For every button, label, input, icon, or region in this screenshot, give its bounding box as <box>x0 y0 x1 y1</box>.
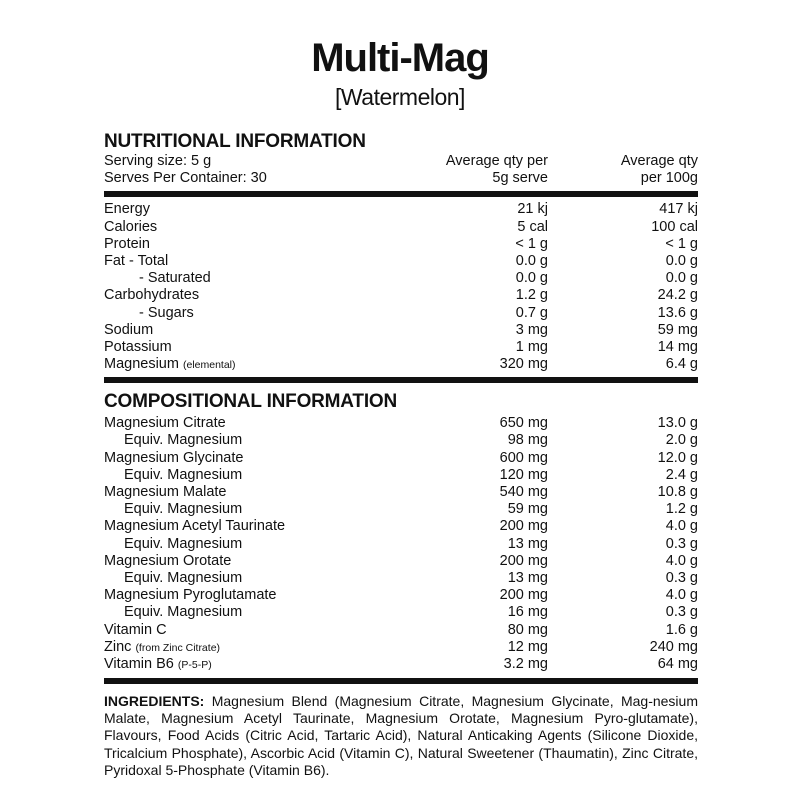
row-per-serve: 320 mg <box>499 356 548 373</box>
row-label-cell <box>104 432 368 449</box>
row-per-serve: 1 mg <box>515 338 548 355</box>
row-per-serve: 650 mg <box>499 415 548 432</box>
row-per-serve: 200 mg <box>499 587 548 604</box>
row-per-serve: 16 mg <box>507 604 548 621</box>
row-per-100g: 0.0 g <box>665 252 698 269</box>
row-per-serve: 540 mg <box>499 484 548 500</box>
row-per-100g: < 1 g <box>665 235 698 252</box>
row-per-serve: 13 mg <box>507 535 548 552</box>
row-per-serve: 0.0 g <box>515 252 548 269</box>
row-label: Equiv. Magnesium <box>124 466 243 483</box>
product-flavour: [Watermelon] <box>335 84 465 110</box>
serving-size: Serving size: 5 g <box>104 153 212 169</box>
row-per-100g: 0.3 g <box>665 604 698 621</box>
row-label: Equiv. Magnesium <box>124 604 243 621</box>
row-per-100g: 0.0 g <box>665 270 698 287</box>
table-row <box>104 501 698 518</box>
table-row <box>104 518 698 535</box>
row-label: Magnesium Citrate <box>104 415 226 432</box>
row-label-cell <box>104 201 368 218</box>
table-row <box>104 415 698 432</box>
row-label: Energy <box>104 201 150 218</box>
table-row <box>104 450 698 467</box>
row-label-cell <box>104 356 368 374</box>
row-per-100g: 0.3 g <box>665 535 698 552</box>
row-per-serve: 600 mg <box>499 449 548 466</box>
row-label: Magnesium Pyroglutamate <box>104 587 277 604</box>
serving-header-row-2 <box>104 170 698 187</box>
composition-heading: COMPOSITIONAL INFORMATION <box>104 391 398 413</box>
row-per-100g: 12.0 g <box>657 449 698 466</box>
row-label-cell <box>104 501 368 518</box>
row-note: (elemental) <box>182 359 236 372</box>
row-label: Vitamin C <box>104 621 167 638</box>
row-label: Protein <box>104 235 150 252</box>
row-label: Zinc <box>104 638 132 655</box>
row-label: Sodium <box>104 321 154 338</box>
nutrition-heading: NUTRITIONAL INFORMATION <box>104 131 366 152</box>
table-row <box>104 356 698 373</box>
row-label-cell <box>104 570 368 587</box>
row-per-serve: 1.2 g <box>515 287 548 304</box>
row-per-serve: 0.7 g <box>515 304 548 321</box>
row-per-serve: 80 mg <box>507 621 548 638</box>
row-per-serve: 3 mg <box>515 321 548 338</box>
ingredients-block <box>104 693 698 779</box>
table-row <box>104 201 698 218</box>
row-label-cell <box>104 322 368 339</box>
row-per-100g: 4.0 g <box>665 587 698 604</box>
row-label-cell <box>104 270 368 287</box>
table-row <box>104 467 698 484</box>
row-label: Equiv. Magnesium <box>124 501 243 518</box>
row-per-100g: 14 mg <box>657 338 698 355</box>
row-label-cell <box>104 587 368 604</box>
row-label-cell <box>104 639 368 657</box>
row-per-100g: 417 kj <box>659 201 698 218</box>
table-row <box>104 587 698 604</box>
row-label-cell <box>104 253 368 270</box>
row-per-100g: 2.4 g <box>665 466 698 483</box>
row-label: Vitamin B6 <box>104 655 174 672</box>
row-label-cell <box>104 467 368 484</box>
table-row <box>104 553 698 570</box>
col-header-per-100g-2: per 100g <box>640 170 698 187</box>
row-label: Magnesium Acetyl Taurinate <box>104 518 286 535</box>
table-row <box>104 219 698 236</box>
row-label-cell <box>104 536 368 553</box>
row-label-cell <box>104 656 368 674</box>
divider-thick <box>104 191 698 197</box>
table-row <box>104 287 698 304</box>
col-header-per-serve: Average qty per <box>445 153 548 169</box>
row-label-cell <box>104 484 368 501</box>
table-row <box>104 270 698 287</box>
serves-per-container: Serves Per Container: 30 <box>104 170 267 187</box>
composition-table <box>104 415 698 673</box>
table-row <box>104 236 698 253</box>
table-row <box>104 604 698 621</box>
table-row <box>104 536 698 553</box>
row-per-100g: 4.0 g <box>665 518 698 535</box>
row-label-cell <box>104 287 368 304</box>
ingredients-label: INGREDIENTS: <box>104 693 205 710</box>
row-label: Magnesium <box>104 356 179 373</box>
row-per-100g: 100 cal <box>651 218 698 235</box>
row-per-100g: 0.3 g <box>665 569 698 586</box>
row-label-cell <box>104 518 368 535</box>
row-label-cell <box>104 415 368 432</box>
table-row <box>104 656 698 673</box>
nutrition-table <box>104 201 698 373</box>
row-label: Fat - Total <box>104 252 169 269</box>
col-header-per-serve-2: 5g serve <box>492 170 548 187</box>
row-per-100g: 4.0 g <box>665 552 698 569</box>
row-label: Equiv. Magnesium <box>124 569 243 586</box>
row-label: Magnesium Malate <box>104 484 227 500</box>
divider-thick <box>104 377 698 383</box>
row-label: Potassium <box>104 338 172 355</box>
table-row <box>104 484 698 501</box>
row-label-cell <box>104 339 368 356</box>
product-title: Multi-Mag <box>311 36 489 80</box>
row-per-serve: 12 mg <box>507 638 548 655</box>
row-label-cell <box>104 553 368 570</box>
row-label: Magnesium Glycinate <box>104 449 244 466</box>
row-per-serve: 59 mg <box>507 501 548 518</box>
divider-thick <box>104 678 698 684</box>
row-label-cell <box>104 305 368 322</box>
table-row <box>104 570 698 587</box>
table-row <box>104 339 698 356</box>
row-per-serve: 13 mg <box>507 569 548 586</box>
row-label-cell <box>104 622 368 639</box>
row-label: Magnesium Orotate <box>104 552 232 569</box>
row-per-serve: 5 cal <box>517 218 548 235</box>
row-label: Carbohydrates <box>104 287 200 304</box>
row-per-serve: 200 mg <box>499 518 548 535</box>
row-label-cell <box>104 604 368 621</box>
row-label-cell <box>104 450 368 467</box>
row-per-100g: 64 mg <box>657 655 698 672</box>
row-per-serve: 98 mg <box>507 432 548 449</box>
row-per-100g: 13.6 g <box>657 304 698 321</box>
col-header-per-100g: Average qty <box>620 153 698 169</box>
row-per-serve: 3.2 mg <box>503 655 548 672</box>
table-row <box>104 322 698 339</box>
row-per-100g: 1.2 g <box>665 501 698 518</box>
table-row <box>104 432 698 449</box>
row-per-100g: 2.0 g <box>665 432 698 449</box>
row-per-serve: 200 mg <box>499 552 548 569</box>
row-per-serve: 21 kj <box>517 201 548 218</box>
row-label-cell <box>104 236 368 253</box>
row-label: Equiv. Magnesium <box>124 535 243 552</box>
row-per-100g: 1.6 g <box>665 621 698 638</box>
row-per-100g: 6.4 g <box>665 356 698 373</box>
row-label: - Sugars <box>139 304 194 321</box>
row-per-100g: 24.2 g <box>657 287 698 304</box>
table-row <box>104 622 698 639</box>
row-per-100g: 240 mg <box>649 638 698 655</box>
row-note: (P-5-P) <box>177 658 212 671</box>
row-per-100g: 10.8 g <box>657 484 698 500</box>
row-label: - Saturated <box>139 270 211 287</box>
table-row <box>104 305 698 322</box>
row-per-serve: 120 mg <box>499 466 548 483</box>
ingredients-text: Magnesium Blend (Magnesium Citrate, Magnesium Glycinate, Mag-nesium Malate, Magnesium Acetyl Taurinate, Magnesium Orotate, Magnesium Pyro-glutamate), Flavours, Food Acids (Citric Acid, Tartaric Acid), Natural Anticaking Agents (Silicone Dioxide, Tricalcium Phosphate), Ascorbic Acid (Vitamin C), Natural Sweetener (Thaumatin), Zinc Citrate, Pyridoxal 5-Phosphate (Vitamin B6). <box>104 693 698 778</box>
row-per-serve: 0.0 g <box>515 270 548 287</box>
row-label: Equiv. Magnesium <box>124 432 243 449</box>
row-per-100g: 13.0 g <box>657 415 698 432</box>
row-per-serve: < 1 g <box>515 235 548 252</box>
row-label-cell <box>104 219 368 236</box>
table-row <box>104 639 698 656</box>
serving-header-row <box>104 153 698 170</box>
row-label: Calories <box>104 218 158 235</box>
row-note: (from Zinc Citrate) <box>135 641 221 654</box>
table-row <box>104 253 698 270</box>
nutrition-panel <box>104 131 698 779</box>
row-per-100g: 59 mg <box>657 321 698 338</box>
